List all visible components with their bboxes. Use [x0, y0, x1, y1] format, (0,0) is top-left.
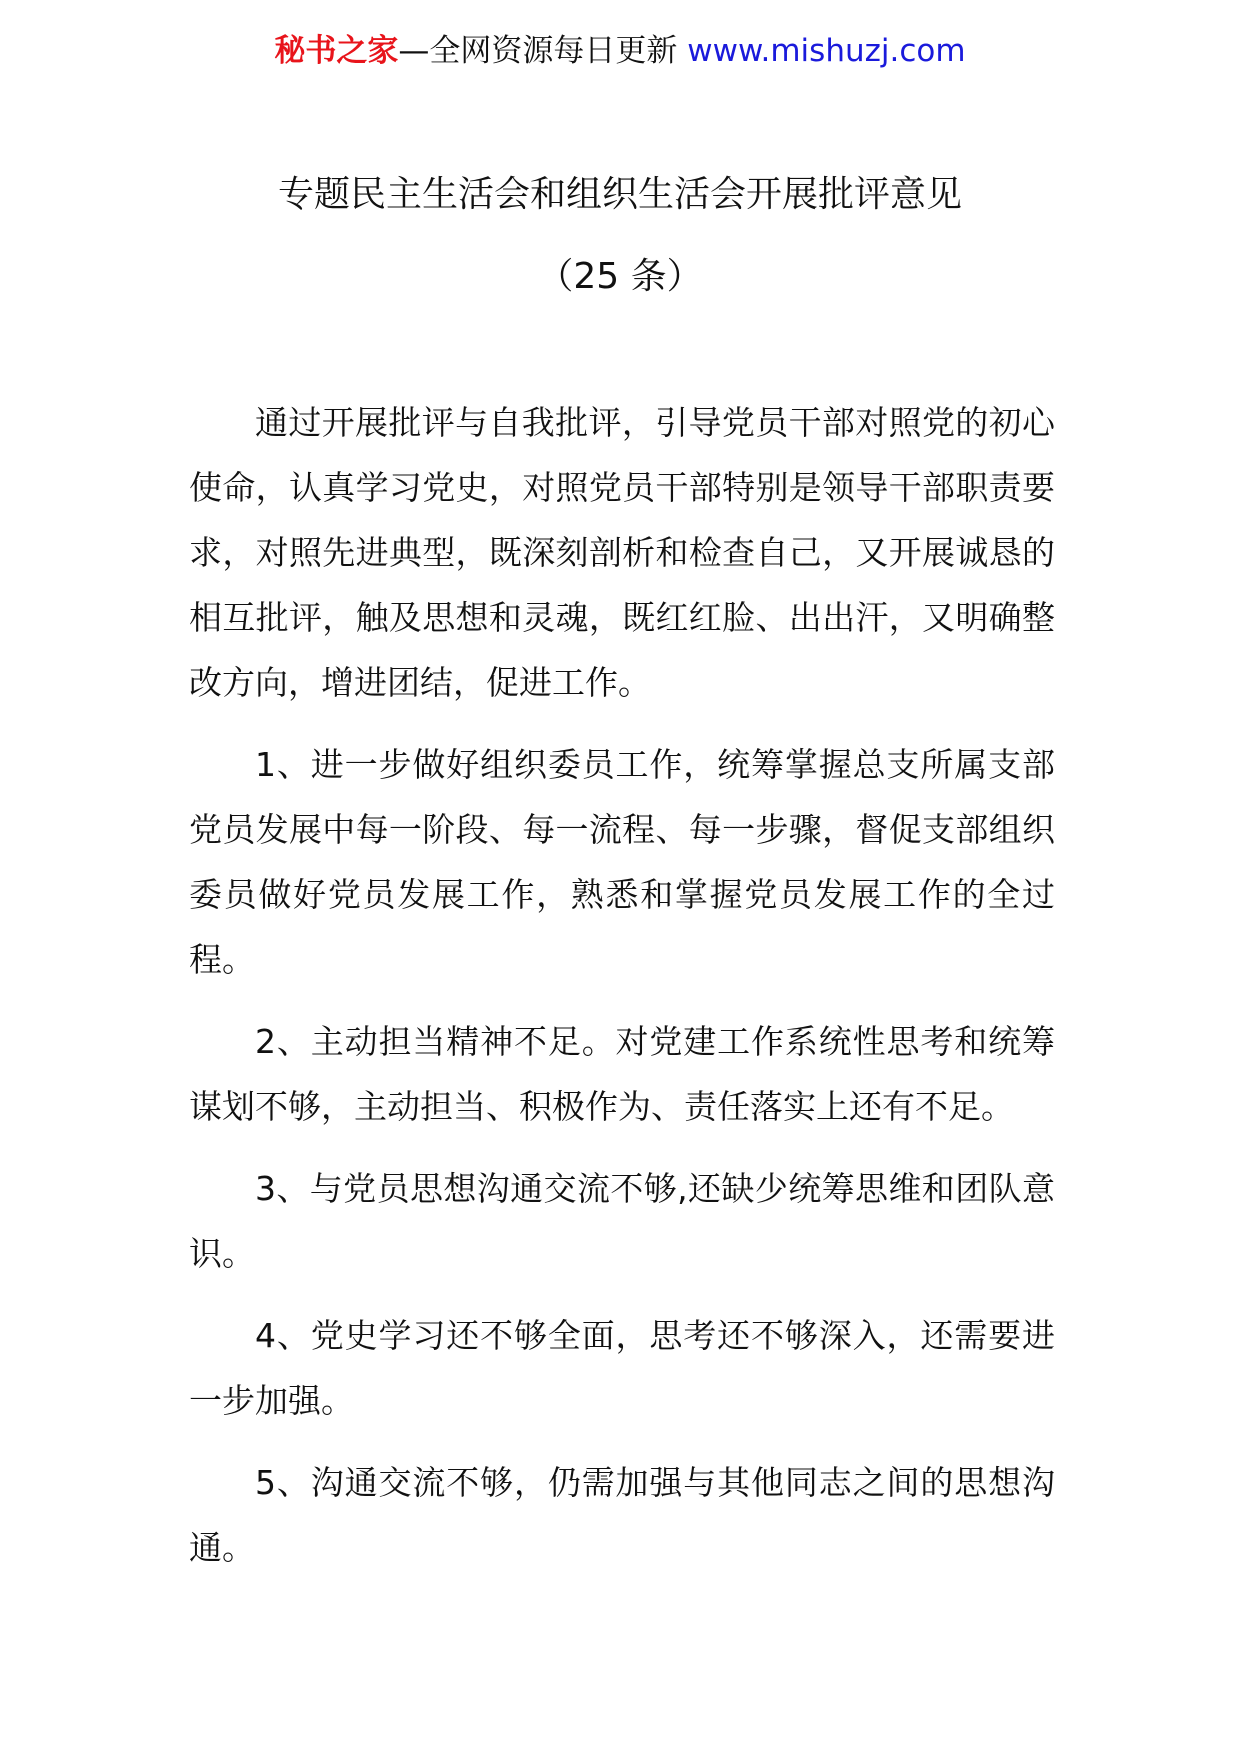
- opinion-item-2: 2、主动担当精神不足。对党建工作系统性思考和统筹谋划不够，主动担当、积极作为、责任落实上还有不足。: [189, 1022, 1055, 1126]
- intro-paragraph: 通过开展批评与自我批评，引导党员干部对照党的初心使命，认真学习党史，对照党员干部特别是领导干部职责要求，对照先进典型，既深刻剖析和检查自己，又开展诚恳的相互批评，触及思想和灵魂，既红红脸、出出汗，又明确整改方向，增进团结，促进工作。: [189, 403, 1055, 702]
- document-subtitle: （25 条）: [537, 256, 703, 297]
- site-url-link[interactable]: www.mishuzj.com: [687, 33, 966, 69]
- site-header: [0, 26, 1240, 76]
- opinion-item-5: 5、沟通交流不够，仍需加强与其他同志之间的思想沟通。: [189, 1463, 1055, 1567]
- opinion-item-3: 3、与党员思想沟通交流不够,还缺少统筹思维和团队意识。: [189, 1169, 1055, 1273]
- document-title: 专题民主生活会和组织生活会开展批评意见: [277, 174, 962, 215]
- document-body: [189, 390, 1055, 1597]
- opinion-item-4: 4、党史学习还不够全面，思考还不够深入，还需要进一步加强。: [189, 1316, 1055, 1420]
- site-tagline: —全网资源每日更新: [398, 33, 678, 69]
- site-brand: 秘书之家: [274, 33, 399, 69]
- opinion-item-1: 1、进一步做好组织委员工作，统筹掌握总支所属支部党员发展中每一阶段、每一流程、每一步骤，督促支部组织委员做好党员发展工作，熟悉和掌握党员发展工作的全过程。: [189, 745, 1055, 979]
